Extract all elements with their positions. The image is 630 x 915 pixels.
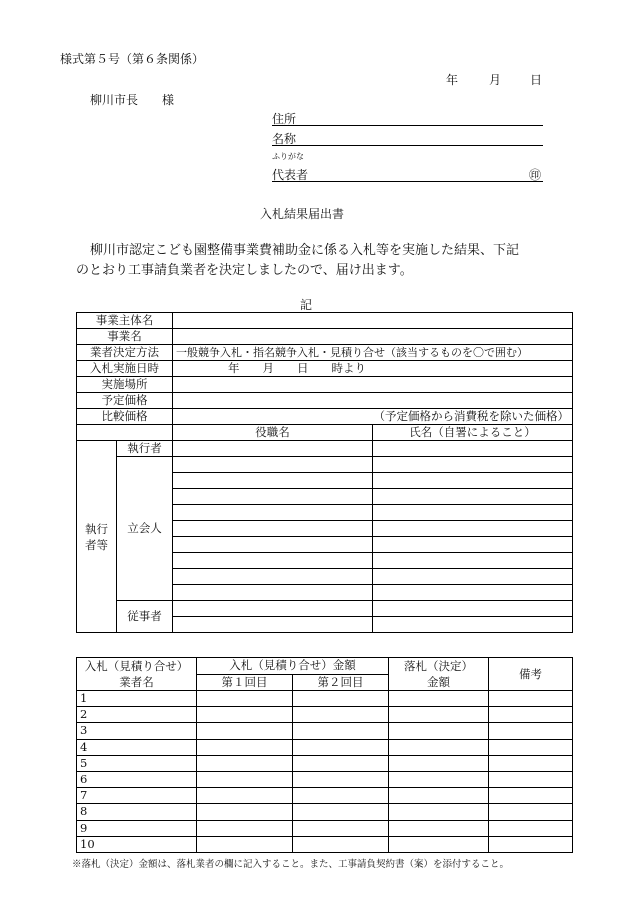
round2-cell[interactable] bbox=[293, 771, 389, 787]
address-field[interactable] bbox=[272, 110, 543, 126]
table-row bbox=[77, 329, 573, 345]
name-cell[interactable] bbox=[373, 441, 573, 457]
blank-head bbox=[77, 425, 173, 441]
row-label-datetime: 入札実施日時 bbox=[77, 361, 173, 377]
furigana-label: ふりがな bbox=[272, 152, 304, 161]
table-row bbox=[77, 393, 573, 409]
row-number: 3 bbox=[77, 723, 197, 739]
representative-label: 代表者 bbox=[272, 168, 309, 182]
compare-price-value[interactable]: （予定価格から消費税を除いた価格） bbox=[173, 409, 573, 425]
table-row bbox=[77, 345, 573, 361]
name-cell[interactable] bbox=[373, 521, 573, 537]
row-label-planned-price: 予定価格 bbox=[77, 393, 173, 409]
round1-cell[interactable] bbox=[197, 755, 293, 771]
role-cell[interactable] bbox=[173, 489, 373, 505]
row-label-compare-price: 比較価格 bbox=[77, 409, 173, 425]
round2-cell[interactable] bbox=[293, 723, 389, 739]
round1-cell[interactable] bbox=[197, 707, 293, 723]
row-number: 5 bbox=[77, 755, 197, 771]
role-cell[interactable] bbox=[173, 617, 373, 633]
round1-cell[interactable] bbox=[197, 723, 293, 739]
round1-cell[interactable] bbox=[197, 691, 293, 707]
award-cell[interactable] bbox=[389, 755, 489, 771]
col-header-remarks: 備考 bbox=[489, 658, 573, 691]
date-month: 月 bbox=[489, 73, 502, 87]
table-row bbox=[77, 601, 573, 617]
name-cell[interactable] bbox=[373, 489, 573, 505]
role-cell[interactable] bbox=[173, 521, 373, 537]
address-label: 住所 bbox=[272, 112, 297, 126]
remarks-cell[interactable] bbox=[489, 804, 573, 820]
table-row bbox=[77, 788, 573, 804]
row-number: 6 bbox=[77, 771, 197, 787]
entity-value[interactable] bbox=[173, 313, 573, 329]
row-number: 10 bbox=[77, 836, 197, 852]
round1-cell[interactable] bbox=[197, 771, 293, 787]
award-cell[interactable] bbox=[389, 723, 489, 739]
table-row bbox=[77, 707, 573, 723]
body-text-line2: のとおり工事請負業者を決定しましたので、届け出ます。 bbox=[76, 263, 413, 278]
round2-cell[interactable] bbox=[293, 804, 389, 820]
award-cell[interactable] bbox=[389, 836, 489, 852]
row-number: 4 bbox=[77, 739, 197, 755]
role-cell[interactable] bbox=[173, 569, 373, 585]
award-cell[interactable] bbox=[389, 804, 489, 820]
representative-field[interactable] bbox=[272, 166, 543, 182]
row-label-place: 実施場所 bbox=[77, 377, 173, 393]
round2-cell[interactable] bbox=[293, 788, 389, 804]
place-value[interactable] bbox=[173, 377, 573, 393]
table-row bbox=[77, 820, 573, 836]
role-cell[interactable] bbox=[173, 441, 373, 457]
table-row bbox=[77, 377, 573, 393]
remarks-cell[interactable] bbox=[489, 820, 573, 836]
doc-title: 入札結果届出書 bbox=[260, 207, 345, 221]
name-label: 名称 bbox=[272, 132, 297, 146]
award-cell[interactable] bbox=[389, 788, 489, 804]
table-row bbox=[77, 691, 573, 707]
award-cell[interactable] bbox=[389, 771, 489, 787]
name-cell[interactable] bbox=[373, 473, 573, 489]
role-cell[interactable] bbox=[173, 585, 373, 601]
sub-label-staff: 従事者 bbox=[117, 601, 173, 633]
row-number: 7 bbox=[77, 788, 197, 804]
sub-label-executor: 執行者 bbox=[117, 441, 173, 457]
table-row bbox=[77, 457, 573, 473]
role-cell[interactable] bbox=[173, 505, 373, 521]
table-row bbox=[77, 739, 573, 755]
project-value[interactable] bbox=[173, 329, 573, 345]
round2-cell[interactable] bbox=[293, 820, 389, 836]
award-cell[interactable] bbox=[389, 691, 489, 707]
col-header-round2: 第２回目 bbox=[293, 674, 389, 691]
sub-label-witness: 立会人 bbox=[117, 457, 173, 601]
form-number: 様式第５号（第６条関係） bbox=[60, 52, 205, 66]
row-number: 8 bbox=[77, 804, 197, 820]
name-cell[interactable] bbox=[373, 585, 573, 601]
date-year: 年 bbox=[446, 73, 459, 87]
round1-cell[interactable] bbox=[197, 739, 293, 755]
table-row bbox=[77, 723, 573, 739]
name-cell[interactable] bbox=[373, 537, 573, 553]
table-row bbox=[77, 361, 573, 377]
table-row bbox=[77, 313, 573, 329]
remarks-cell[interactable] bbox=[489, 739, 573, 755]
col-header-amount: 入札（見積り合せ）金額 bbox=[197, 658, 389, 675]
table-row bbox=[77, 771, 573, 787]
role-cell[interactable] bbox=[173, 553, 373, 569]
remarks-cell[interactable] bbox=[489, 771, 573, 787]
role-cell[interactable] bbox=[173, 473, 373, 489]
table-row bbox=[77, 755, 573, 771]
planned-price-value[interactable] bbox=[173, 393, 573, 409]
body-text-line1: 柳川市認定こども園整備事業費補助金に係る入札等を実施した結果、下記 bbox=[90, 243, 520, 258]
col-header-award: 落札（決定）金額 bbox=[389, 658, 489, 691]
info-table bbox=[76, 312, 573, 633]
role-cell[interactable] bbox=[173, 537, 373, 553]
date-day: 日 bbox=[530, 73, 543, 87]
name-cell[interactable] bbox=[373, 505, 573, 521]
row-label-method: 業者決定方法 bbox=[77, 345, 173, 361]
seal-mark: ㊞ bbox=[528, 168, 541, 182]
name-cell[interactable] bbox=[373, 457, 573, 473]
award-cell[interactable] bbox=[389, 820, 489, 836]
row-number: 2 bbox=[77, 707, 197, 723]
round2-cell[interactable] bbox=[293, 739, 389, 755]
table-row bbox=[77, 441, 573, 457]
name-cell[interactable] bbox=[373, 601, 573, 617]
round2-cell[interactable] bbox=[293, 691, 389, 707]
award-cell[interactable] bbox=[389, 707, 489, 723]
round2-cell[interactable] bbox=[293, 836, 389, 852]
col-header-vendor: 入札（見積り合せ）業者名 bbox=[77, 658, 197, 691]
round1-cell[interactable] bbox=[197, 820, 293, 836]
table-row bbox=[77, 804, 573, 820]
name-cell[interactable] bbox=[373, 617, 573, 633]
col-header-round1: 第１回目 bbox=[197, 674, 293, 691]
remarks-cell[interactable] bbox=[489, 755, 573, 771]
name-field[interactable] bbox=[272, 130, 543, 146]
group-label-executors: 執行者等 bbox=[77, 441, 117, 633]
remarks-cell[interactable] bbox=[489, 788, 573, 804]
method-value[interactable]: 一般競争入札・指名競争入札・見積り合せ（該当するものを〇で囲む） bbox=[173, 345, 573, 361]
col-header-role: 役職名 bbox=[173, 425, 373, 441]
table-row bbox=[77, 425, 573, 441]
row-label-entity: 事業主体名 bbox=[77, 313, 173, 329]
award-cell[interactable] bbox=[389, 739, 489, 755]
table-row bbox=[77, 658, 573, 675]
row-number: 1 bbox=[77, 691, 197, 707]
footnote: ※落札（決定）金額は、落札業者の欄に記入すること。また、工事請負契約書（案）を添付すること。 bbox=[72, 859, 510, 870]
remarks-cell[interactable] bbox=[489, 836, 573, 852]
col-header-name: 氏名（自署によること） bbox=[373, 425, 573, 441]
addressee: 柳川市長 様 bbox=[90, 93, 175, 107]
ki-label: 記 bbox=[300, 298, 313, 312]
round2-cell[interactable] bbox=[293, 707, 389, 723]
row-number: 9 bbox=[77, 820, 197, 836]
role-cell[interactable] bbox=[173, 457, 373, 473]
bid-table bbox=[76, 657, 573, 853]
round1-cell[interactable] bbox=[197, 788, 293, 804]
remarks-cell[interactable] bbox=[489, 691, 573, 707]
datetime-value[interactable]: 年 月 日 時より bbox=[173, 361, 573, 377]
round1-cell[interactable] bbox=[197, 804, 293, 820]
row-label-project: 事業名 bbox=[77, 329, 173, 345]
round1-cell[interactable] bbox=[197, 836, 293, 852]
remarks-cell[interactable] bbox=[489, 707, 573, 723]
table-row bbox=[77, 409, 573, 425]
table-row bbox=[77, 836, 573, 852]
name-cell[interactable] bbox=[373, 569, 573, 585]
round2-cell[interactable] bbox=[293, 755, 389, 771]
name-cell[interactable] bbox=[373, 553, 573, 569]
role-cell[interactable] bbox=[173, 601, 373, 617]
remarks-cell[interactable] bbox=[489, 723, 573, 739]
